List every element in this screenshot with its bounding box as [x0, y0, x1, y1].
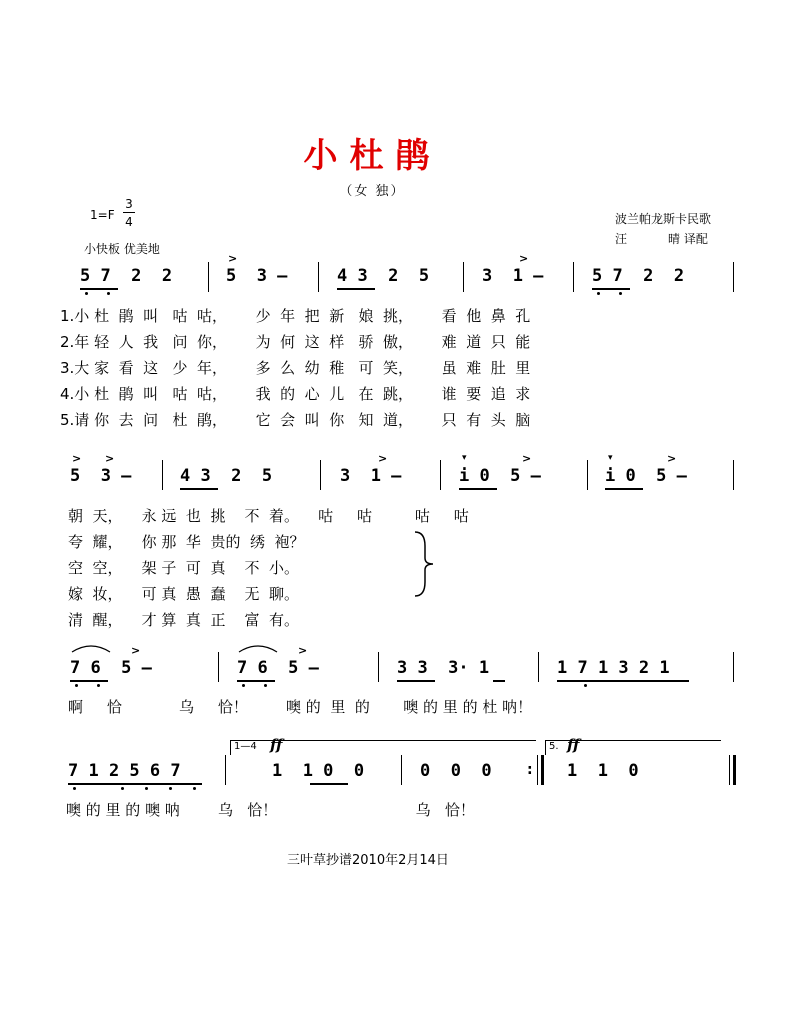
repeat-dots: : [527, 762, 533, 778]
lyric-verse-3: 3.大 家 看 这 少 年， 多 么 幼 稚 可 笑， 虽 难 肚 里 [60, 359, 531, 377]
barline [463, 262, 464, 292]
song-title: 小杜鹃 [303, 136, 442, 176]
barline [733, 652, 734, 682]
beam [337, 288, 375, 290]
beam [237, 680, 275, 682]
barline [225, 755, 226, 785]
measure: 3 1 – [340, 466, 402, 486]
barline [733, 262, 734, 292]
low-octave-dot [121, 787, 124, 790]
accent-mark: > [667, 452, 677, 465]
measure: 5 7 2 2 [592, 266, 685, 286]
time-sig-bottom: 4 [125, 215, 133, 229]
measure: 7 6 5 – [70, 658, 152, 678]
measure: 5 3 – [226, 266, 288, 286]
lyric-verse-5: 清 醒， 才 算 真 正 富 有。 [68, 611, 300, 629]
low-octave-dot [264, 684, 267, 687]
accent-mark: > [522, 452, 532, 465]
barline [218, 652, 219, 682]
time-sig-line [123, 212, 135, 213]
beam [605, 488, 643, 490]
accent-mark: > [228, 252, 238, 265]
measure: 0 0 0 [420, 761, 492, 781]
volta-label-2: 5. [549, 741, 559, 752]
barline [162, 460, 163, 490]
barline [573, 262, 574, 292]
beam [80, 288, 118, 290]
song-subtitle: （女 独） [339, 184, 406, 199]
accent-mark: > [72, 452, 82, 465]
lyric-verse-2: 夸 耀， 你 那 华 贵的 绣 袍？ [68, 533, 305, 551]
lyric-verse-3: 空 空， 架 子 可 真 不 小。 [68, 559, 300, 577]
low-octave-dot [73, 787, 76, 790]
low-octave-dot [75, 684, 78, 687]
low-octave-dot [584, 684, 587, 687]
accent-mark: > [519, 252, 529, 265]
low-octave-dot [193, 787, 196, 790]
song-source: 波兰帕龙斯卡民歌 [615, 212, 712, 226]
measure: 5 7 2 2 [80, 266, 173, 286]
fermata-mark: ▾ [608, 453, 613, 463]
barline [401, 755, 402, 785]
beam [310, 783, 348, 785]
accent-mark: > [298, 644, 308, 657]
dynamic-marking: ff [270, 736, 283, 754]
barline [378, 652, 379, 682]
beam [397, 680, 435, 682]
low-octave-dot [619, 292, 622, 295]
beam [592, 288, 630, 290]
low-octave-dot [85, 292, 88, 295]
barline [440, 460, 441, 490]
low-octave-dot [169, 787, 172, 790]
barline [318, 262, 319, 292]
barline [537, 755, 538, 785]
lyric-verse-4: 4.小 杜 鹃 叫 咕 咕， 我 的 心 儿 在 跳， 谁 要 追 求 [60, 385, 531, 403]
accent-mark: > [378, 452, 388, 465]
low-octave-dot [242, 684, 245, 687]
measure: 3 3 3· 1 [397, 658, 490, 678]
beam [68, 783, 202, 785]
accent-mark: > [131, 644, 141, 657]
measure: i 0 5 – [459, 466, 541, 486]
measure: 1 1 0 [567, 761, 639, 781]
lyric-verse-4: 嫁 妆， 可 真 愚 蠢 无 聊。 [68, 585, 300, 603]
low-octave-dot [97, 684, 100, 687]
barline [320, 460, 321, 490]
measure: 7 6 5 – [237, 658, 319, 678]
slur [237, 640, 279, 654]
low-octave-dot [107, 292, 110, 295]
fermata-mark: ▾ [462, 453, 467, 463]
lyric-line: 噢 的 里 的 噢 呐 乌 恰！ 乌 恰！ [66, 801, 475, 819]
dynamic-marking: ff [567, 736, 580, 754]
measure: 7 1 2 5 6 7 [68, 761, 181, 781]
translator-credit: 晴 译配 [668, 232, 708, 246]
final-barline [733, 755, 736, 785]
beam [180, 488, 218, 490]
low-octave-dot [597, 292, 600, 295]
slur [70, 640, 112, 654]
time-sig-top: 3 [125, 197, 133, 211]
lyric-verse-5: 5.请 你 去 问 杜 鹃， 它 会 叫 你 知 道， 只 有 头 脑 [60, 411, 531, 429]
transcription-credit: 三叶草抄谱2010年2月14日 [287, 853, 449, 868]
measure: 1 1 0 0 [272, 761, 365, 781]
lyric-verse-1: 朝 天， 永 远 也 挑 不 着。 咕 咕 咕 咕 [68, 507, 469, 525]
measure: i 0 5 – [605, 466, 687, 486]
barline [729, 755, 730, 785]
barline [538, 652, 539, 682]
accent-mark: > [105, 452, 115, 465]
beam [70, 680, 108, 682]
measure: 1 7 1 3 2 1 [557, 658, 670, 678]
measure: 3 1 – [482, 266, 544, 286]
measure: 4 3 2 5 [180, 466, 273, 486]
repeat-brace [413, 530, 435, 598]
lyric-verse-1: 1.小 杜 鹃 叫 咕 咕， 少 年 把 新 娘 挑， 看 他 鼻 孔 [60, 307, 531, 325]
translator-name: 汪 [615, 232, 628, 246]
beam [459, 488, 497, 490]
barline [587, 460, 588, 490]
key-signature: 1=F [90, 208, 115, 222]
lyric-verse-2: 2.年 轻 人 我 问 你， 为 何 这 样 骄 傲， 难 道 只 能 [60, 333, 531, 351]
repeat-barline [541, 755, 544, 785]
measure: 4 3 2 5 [337, 266, 430, 286]
measure: 5 3 – [70, 466, 132, 486]
low-octave-dot [145, 787, 148, 790]
lyric-line: 啊 恰 乌 恰！ 噢 的 里 的 噢 的 里 的 杜 呐！ [68, 698, 533, 716]
beam [557, 680, 689, 682]
barline [733, 460, 734, 490]
volta-label-1: 1—4 [234, 741, 257, 752]
barline [208, 262, 209, 292]
tempo-marking: 小快板 优美地 [84, 242, 160, 256]
beam [493, 680, 505, 682]
